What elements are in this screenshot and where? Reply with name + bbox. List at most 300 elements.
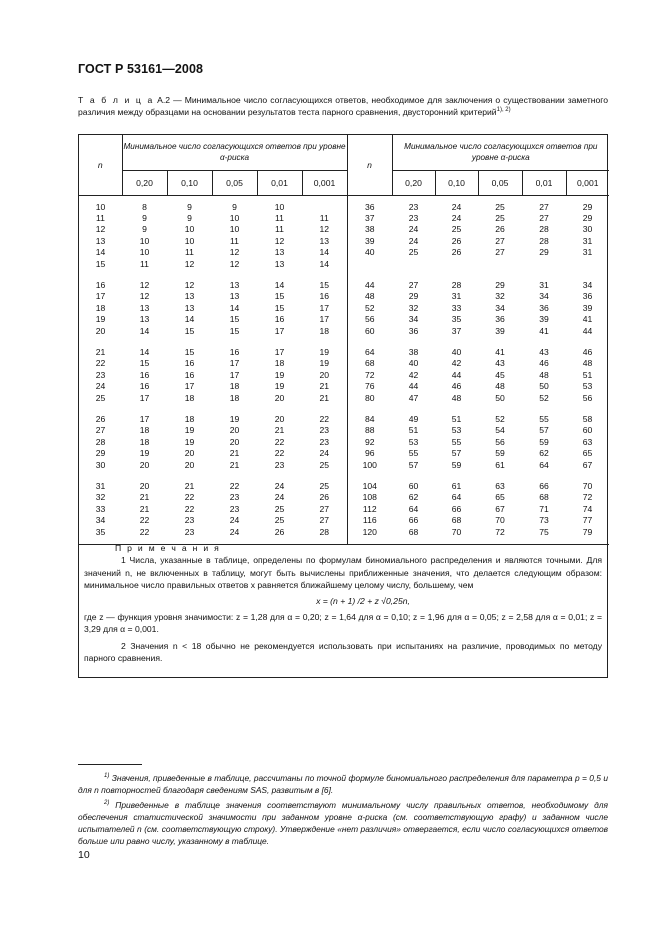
table-cell-left: 17	[302, 303, 347, 314]
table-cell-left: 20	[274, 414, 285, 424]
alpha-header-right-3: 0,01	[522, 170, 566, 195]
table-cell-right: 63	[582, 436, 593, 447]
table-cell-left: 17	[184, 381, 195, 392]
table-cell-right: 44	[408, 381, 419, 392]
table-cell-left: 9	[187, 201, 192, 212]
table-cell-left: 25	[274, 515, 285, 526]
table-cell-right: 70	[582, 481, 593, 492]
table-cell-left: 23	[184, 526, 195, 537]
table-cell-right: 65	[582, 448, 593, 459]
table-cell-left: 25	[302, 460, 347, 471]
table-cell-left: 23	[95, 369, 106, 380]
table-cell-right: 38	[408, 346, 419, 357]
table-cell-right	[347, 259, 392, 270]
gap-cell	[302, 270, 347, 280]
alpha-header-right-0: 0,20	[392, 170, 435, 195]
table-cell-left: 19	[184, 425, 195, 436]
table-cell-left: 17	[229, 358, 240, 369]
table-cell-right: 24	[451, 201, 462, 212]
table-cell-left: 19	[302, 358, 347, 369]
table-cell-right: 29	[408, 291, 419, 302]
table-cell-right: 29	[539, 247, 549, 258]
table-cell-right: 51	[408, 425, 419, 436]
gap-cell	[392, 471, 435, 481]
alpha-header-left-3: 0,01	[257, 170, 302, 195]
table-cell-right: 59	[451, 459, 462, 470]
table-cell-right: 34	[539, 291, 549, 302]
table-cell-left: 22	[95, 358, 106, 369]
table-cell-left: 13	[184, 291, 195, 302]
table-cell-left: 15	[184, 325, 195, 336]
table-cell-right: 39	[347, 236, 392, 247]
table-cell-right: 44	[347, 280, 392, 291]
table-cell-left: 12	[229, 247, 240, 258]
table-row	[79, 347, 609, 358]
table-cell-right: 43	[495, 358, 505, 369]
table-cell-left: 21	[139, 503, 150, 514]
gap-cell	[302, 471, 347, 481]
gap-cell	[212, 404, 257, 414]
table-cell-left: 12	[229, 258, 240, 269]
gap-cell	[167, 404, 212, 414]
table-cell-left: 15	[95, 258, 106, 269]
gap-cell	[212, 270, 257, 280]
table-cell-left: 20	[229, 425, 240, 436]
table-cell-right: 50	[495, 392, 505, 403]
table-row	[79, 247, 609, 258]
table-cell-right: 60	[408, 481, 419, 492]
table-row	[79, 213, 609, 224]
table-cell-left: 10	[139, 235, 150, 246]
table-cell-right: 60	[582, 425, 593, 436]
table-cell-right: 48	[495, 381, 505, 392]
table-cell-left: 9	[142, 224, 147, 235]
table-cell-right: 77	[582, 515, 593, 526]
table-cell-left: 12	[184, 258, 195, 269]
table-cell-right: 24	[408, 235, 419, 246]
table-cell-right: 48	[582, 358, 593, 369]
table-cell-right: 68	[347, 358, 392, 369]
table-cell-right: 72	[347, 370, 392, 381]
table-cell-left: 9	[232, 201, 237, 212]
table-cell-right: 57	[451, 448, 462, 459]
table-cell-right: 92	[347, 437, 392, 448]
table-cell-right: 55	[451, 436, 462, 447]
table-cell-left: 21	[229, 459, 240, 470]
table-cell-left: 13	[302, 236, 347, 247]
table-cell-right: 100	[347, 460, 392, 471]
gap-cell	[347, 471, 392, 481]
table-row	[79, 358, 609, 369]
table-cell-left: 34	[95, 515, 106, 526]
table-cell-left: 13	[184, 302, 195, 313]
gap-cell	[522, 404, 566, 414]
table-cell-left: 10	[95, 201, 106, 212]
table-row	[79, 393, 609, 404]
table-cell-left: 30	[95, 459, 106, 470]
table-cell-left: 18	[184, 392, 195, 403]
table-cell-right: 27	[495, 235, 505, 246]
table-cell-left: 12	[95, 224, 106, 235]
table-cell-left: 15	[139, 358, 150, 369]
table-cell-right: 40	[408, 358, 419, 369]
gap-cell	[122, 270, 167, 280]
table-cell-right	[566, 259, 609, 270]
table-cell-right: 84	[347, 414, 392, 425]
table-cell-right: 28	[539, 235, 549, 246]
table-cell-left: 13	[229, 291, 240, 302]
table-cell-left: 16	[184, 369, 195, 380]
note-1-where: где z — функция уровня значимости: z = 1,28 для α = 0,20; z = 1,64 для α = 0,10; z = 1,96 для α = 0,05; z = 2,58 для α = 0,01; z = 3,29 для α = 0,001.	[84, 612, 602, 635]
gap-cell	[79, 270, 122, 280]
table-cell-left: 16	[95, 279, 106, 290]
table-cell-left: 11	[302, 213, 347, 224]
caption-text: — Минимальное число согласующихся ответов, необходимое для заключения о существовании заметного различия между образцами на основании результатов теста парного сравнения, двусторонний критерий	[78, 95, 609, 118]
table-cell-right: 31	[539, 279, 549, 290]
table-cell-left: 19	[274, 369, 285, 380]
table-cell-left: 17	[95, 291, 106, 302]
gap-cell	[392, 337, 435, 347]
table-cell-left: 23	[302, 425, 347, 436]
table-cell-right: 48	[451, 392, 462, 403]
table-cell-left: 21	[139, 492, 150, 503]
formula: x = (n + 1) /2 + z √0,25n,	[316, 595, 410, 606]
table-cell-right: 41	[495, 346, 505, 357]
table-cell-right: 120	[347, 527, 392, 545]
table-cell-right: 36	[539, 302, 549, 313]
table-cell-right: 55	[539, 414, 549, 424]
table-cell-right: 62	[408, 492, 419, 503]
table-row	[79, 195, 609, 213]
footnote-1-text: Значения, приведенные в таблице, рассчитаны по точной формуле биномиального распределения для параметра р = 0,5 и для n повторностей благодаря сведениям SAS, развитым в [6].	[78, 773, 608, 795]
table-row	[79, 326, 609, 337]
table-cell-right: 36	[347, 195, 392, 213]
table-cell-left: 14	[229, 302, 240, 313]
table-cell-right: 59	[495, 448, 505, 459]
table-cell-left: 15	[274, 291, 285, 302]
table-cell-right: 56	[495, 436, 505, 447]
table-cell-right: 24	[451, 212, 462, 223]
gap-cell	[79, 471, 122, 481]
alpha-header-left-2: 0,05	[212, 170, 257, 195]
footnotes	[78, 772, 608, 850]
table-cell-right: 70	[451, 526, 462, 537]
table-cell-left: 20	[229, 436, 240, 447]
table-cell-left: 10	[229, 224, 240, 235]
table-cell-left: 19	[184, 436, 195, 447]
table-cell-right: 28	[451, 279, 462, 290]
table-cell-left: 20	[139, 481, 150, 492]
table-cell-left: 21	[302, 381, 347, 392]
table-cell-left: 13	[95, 235, 106, 246]
table-cell-right: 46	[451, 381, 462, 392]
table-cell-right: 35	[451, 314, 462, 325]
table-cell-right: 51	[582, 369, 593, 380]
table-cell-left: 18	[139, 425, 150, 436]
table-cell-left: 26	[302, 492, 347, 503]
table-cell-right: 37	[451, 325, 462, 336]
col-header-n-right: n	[347, 135, 392, 195]
table-cell-right: 46	[539, 358, 549, 369]
gap-cell	[392, 404, 435, 414]
col-header-n-left: n	[79, 135, 122, 195]
table-cell-right: 37	[347, 213, 392, 224]
table-cell-left: 17	[302, 314, 347, 325]
table-cell-right: 116	[347, 515, 392, 526]
table-cell-right: 23	[408, 212, 419, 223]
table-row	[79, 236, 609, 247]
table-cell-left: 24	[274, 481, 285, 492]
table-cell-right: 68	[539, 492, 549, 503]
table-row	[79, 425, 609, 436]
gap-cell	[257, 404, 302, 414]
table-cell-left: 19	[302, 347, 347, 358]
table-cell-right: 76	[347, 381, 392, 392]
table-cell-right: 27	[539, 212, 549, 223]
gap-cell	[435, 471, 478, 481]
gap-cell	[566, 337, 609, 347]
table-cell-right: 44	[451, 369, 462, 380]
document-id: ГОСТ Р 53161—2008	[78, 62, 204, 76]
table-cell-right: 36	[582, 291, 593, 302]
table-cell-left: 11	[275, 224, 284, 235]
table-cell-right: 40	[347, 247, 392, 258]
gap-cell	[478, 404, 522, 414]
table-cell-left: 14	[95, 247, 106, 258]
table-cell-right: 45	[495, 369, 505, 380]
table-cell-left: 25	[274, 503, 285, 514]
table-cell-left: 20	[274, 392, 285, 403]
table-cell-right: 75	[539, 526, 549, 537]
table-cell-left: 26	[95, 414, 106, 424]
table-cell-left: 24	[302, 448, 347, 459]
table-cell-left: 27	[302, 504, 347, 515]
table-row	[79, 492, 609, 503]
page-number: 10	[78, 849, 90, 861]
gap-cell	[566, 404, 609, 414]
table-cell-right	[435, 259, 478, 270]
table-cell-left: 12	[274, 235, 285, 246]
table-cell-left: 11	[275, 212, 284, 223]
table-cell-left: 27	[302, 515, 347, 526]
table-cell-left: 11	[230, 235, 239, 246]
table-cell-left: 13	[229, 279, 240, 290]
table-row	[79, 381, 609, 392]
table-cell-right: 46	[582, 346, 593, 357]
table-cell-right: 33	[451, 302, 462, 313]
table-cell-right: 34	[582, 279, 593, 290]
table-cell-left: 15	[229, 314, 240, 325]
table-cell-left: 18	[274, 358, 285, 369]
table-cell-right: 25	[495, 201, 505, 212]
table-row	[79, 314, 609, 325]
table-cell-left: 10	[139, 247, 150, 258]
table-cell-left: 17	[139, 392, 150, 403]
table-cell-left: 24	[229, 526, 240, 537]
table-cell-left: 16	[229, 346, 240, 357]
table-row	[79, 460, 609, 471]
table-cell-right: 29	[495, 279, 505, 290]
table-cell-right: 44	[582, 325, 593, 336]
table-cell-left: 12	[184, 279, 195, 290]
table-cell-right: 26	[451, 235, 462, 246]
table-cell-right: 51	[451, 414, 462, 424]
table-cell-left: 25	[95, 392, 106, 403]
table-cell-right: 57	[408, 459, 419, 470]
table-row	[79, 448, 609, 459]
table-cell-left: 17	[274, 346, 285, 357]
table-cell-left: 18	[229, 381, 240, 392]
table-cell-left: 25	[302, 481, 347, 492]
table-cell-left: 32	[95, 492, 106, 503]
gap-cell	[435, 270, 478, 280]
gap-cell	[167, 471, 212, 481]
table-cell-left: 11	[140, 258, 149, 269]
gap-cell	[122, 471, 167, 481]
table-row	[79, 370, 609, 381]
table-cell-left: 24	[274, 492, 285, 503]
table-cell-left: 21	[95, 346, 106, 357]
table-cell-right: 67	[582, 459, 593, 470]
data-table	[79, 135, 609, 545]
notes-title: П р и м е ч а н и я	[115, 543, 221, 553]
table-cell-left: 22	[274, 436, 285, 447]
footnote-2	[78, 799, 608, 847]
gap-cell	[122, 404, 167, 414]
table-cell-right: 56	[347, 314, 392, 325]
table-cell-right: 52	[495, 414, 505, 424]
table-cell-left: 22	[139, 526, 150, 537]
gap-cell	[522, 337, 566, 347]
table-cell-right: 53	[408, 436, 419, 447]
table-row	[79, 437, 609, 448]
table-cell-right: 34	[495, 302, 505, 313]
table-cell-right: 73	[539, 515, 549, 526]
table-cell-left: 31	[95, 481, 106, 492]
table-cell-left: 22	[229, 481, 240, 492]
table-cell-right: 54	[495, 425, 505, 436]
table-cell-right: 70	[495, 515, 505, 526]
table-cell-left: 24	[229, 515, 240, 526]
table-cell-left: 12	[139, 291, 150, 302]
gap-cell	[79, 337, 122, 347]
table-cell-left: 28	[302, 527, 347, 545]
col-header-group-right: Минимальное число согласующихся ответов при уровне α-риска	[392, 135, 609, 170]
table-cell-right: 43	[539, 346, 549, 357]
table-cell-left: 27	[95, 425, 106, 436]
table-cell-right: 29	[582, 212, 593, 223]
table-cell-left: 22	[184, 503, 195, 514]
table-cell-left: 28	[95, 436, 106, 447]
group-gap	[79, 471, 609, 481]
gap-cell	[257, 337, 302, 347]
table-cell-left: 15	[274, 302, 285, 313]
table-cell-right: 41	[539, 325, 549, 336]
table-cell-right: 49	[408, 414, 419, 424]
table-cell-right: 74	[582, 503, 593, 514]
table-cell-right: 27	[408, 279, 419, 290]
table-cell-right: 39	[539, 314, 549, 325]
table-cell-right: 96	[347, 448, 392, 459]
table-cell-left: 18	[139, 436, 150, 447]
table-cell-left: 20	[184, 459, 195, 470]
table-cell-right	[522, 259, 566, 270]
group-gap	[79, 337, 609, 347]
table-cell-left: 10	[229, 212, 240, 223]
table-cell-left: 13	[139, 302, 150, 313]
table-row	[79, 303, 609, 314]
table-row	[79, 291, 609, 302]
table-cell-right: 62	[539, 448, 549, 459]
table-cell-left: 21	[274, 425, 285, 436]
table-cell-left: 23	[184, 515, 195, 526]
table-cell-left: 12	[302, 224, 347, 235]
table-cell-left: 23	[302, 437, 347, 448]
table-cell-left: 21	[229, 448, 240, 459]
table-cell-left: 16	[184, 358, 195, 369]
note-1: 1 Числа, указанные в таблице, определены по формулам биномиального распределения и являются точными. Для значений n, не включенных в таблицу, могут быть вычислены приближенные значения, что делается следующим образом: минимальное число правильных ответов x равняется ближайшему целому числу, большему, чем	[84, 555, 602, 591]
caption-number: А.2	[157, 95, 171, 105]
col-header-group-left: Минимальное число согласующихся ответов при уровне α-риска	[122, 135, 347, 170]
table-cell-right: 65	[495, 492, 505, 503]
table-cell-left: 22	[139, 515, 150, 526]
table-cell-left: 17	[274, 325, 285, 336]
table-cell-right: 68	[451, 515, 462, 526]
gap-cell	[212, 337, 257, 347]
gap-cell	[257, 270, 302, 280]
table-cell-left: 19	[229, 414, 240, 424]
table-cell-left: 9	[187, 212, 192, 223]
table-cell-left: 14	[139, 346, 150, 357]
table-cell-right: 68	[408, 526, 419, 537]
table-cell-right: 104	[347, 481, 392, 492]
table-cell-right: 39	[495, 325, 505, 336]
table-cell-left: 16	[274, 314, 285, 325]
table-cell-left: 14	[302, 259, 347, 270]
table-cell-left: 20	[302, 370, 347, 381]
table-cell-right: 64	[539, 459, 549, 470]
alpha-header-right-1: 0,10	[435, 170, 478, 195]
table-cell-right	[392, 259, 435, 270]
table-cell-left: 14	[274, 279, 285, 290]
gap-cell	[566, 471, 609, 481]
table-cell-left: 13	[139, 314, 150, 325]
table-cell-left: 10	[274, 201, 285, 212]
table-cell-right: 27	[495, 247, 505, 258]
table-cell-right: 26	[451, 247, 462, 258]
table-cell-right: 88	[347, 425, 392, 436]
gap-cell	[522, 471, 566, 481]
table-cell-right: 34	[408, 314, 419, 325]
table-cell-left: 18	[229, 392, 240, 403]
table-cell-left: 20	[139, 459, 150, 470]
table-cell-right: 60	[347, 326, 392, 337]
table-cell-left: 20	[184, 448, 195, 459]
gap-cell	[167, 337, 212, 347]
table-cell-left: 11	[185, 247, 194, 258]
footnote-2-mark: 2)	[104, 800, 110, 807]
table-cell-right: 66	[451, 503, 462, 514]
table-cell-right: 108	[347, 492, 392, 503]
gap-cell	[522, 270, 566, 280]
table-cell-left: 18	[302, 326, 347, 337]
table-cell-left: 19	[274, 381, 285, 392]
table-row	[79, 259, 609, 270]
footnote-rule	[78, 764, 142, 765]
table-cell-right: 25	[408, 247, 419, 258]
table-cell-right: 40	[451, 346, 462, 357]
table-cell-right: 25	[451, 224, 462, 235]
